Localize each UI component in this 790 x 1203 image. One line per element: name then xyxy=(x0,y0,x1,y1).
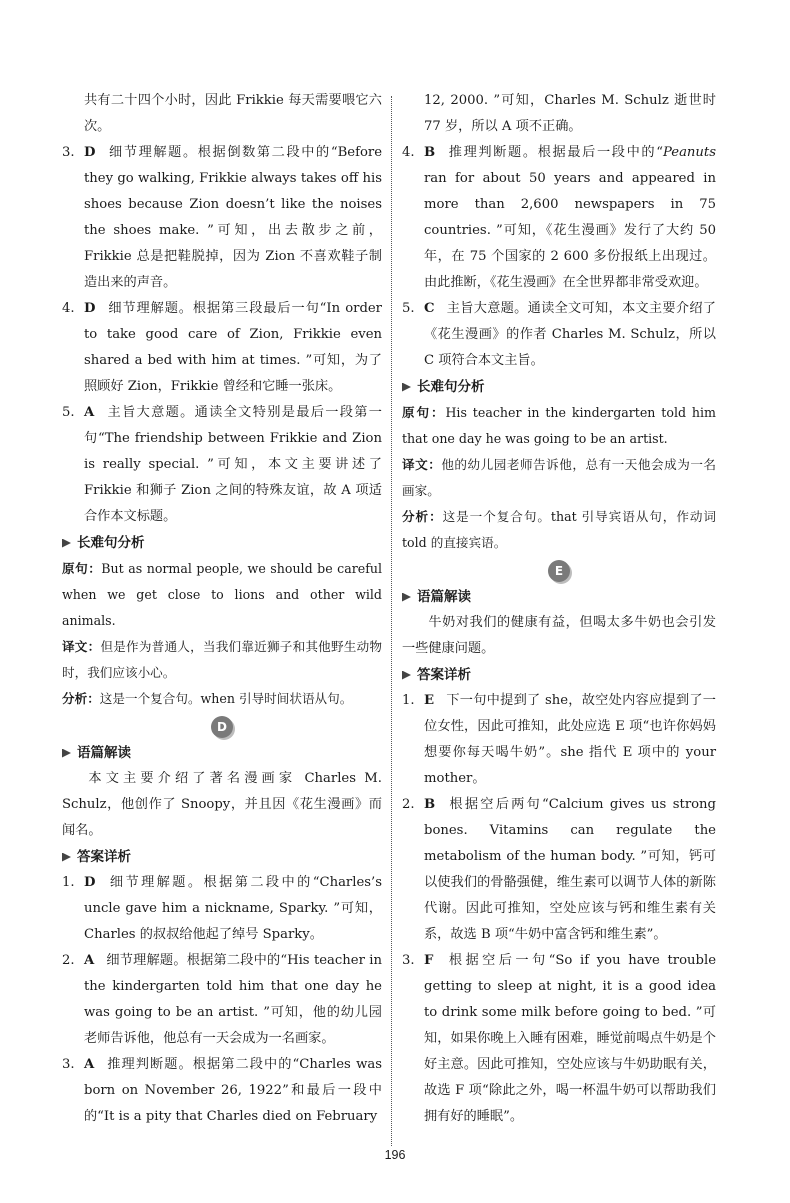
translation-label: 译文： xyxy=(62,639,101,654)
passage-badge xyxy=(62,716,382,738)
analysis-label: 分析： xyxy=(62,691,100,706)
triangle-bullet-icon xyxy=(402,593,411,602)
answer-letter: A xyxy=(84,1057,95,1072)
section-heading-label: 语篇解读 xyxy=(77,745,131,761)
answer-item xyxy=(62,400,382,530)
item-number: 3. xyxy=(402,953,415,968)
analysis-text: 这是一个复合句。that 引导宾语从句，作动词 told 的直接宾语。 xyxy=(402,509,716,550)
answer-explanation: 细节理解题。根据第二段中的“His teacher in the kindergarten told him that one day he was going to be an artist. ”可知，他的幼儿园老师告诉他，他总有一天会成为一名画家。 xyxy=(84,953,382,1046)
answer-explanation-prefix: 推理判断题。根据最后一段中的“ xyxy=(447,145,663,160)
triangle-bullet-icon xyxy=(402,383,411,392)
translation-text: 他的幼儿园老师告诉他，总有一天他会成为一名画家。 xyxy=(402,457,717,498)
section-heading xyxy=(402,662,716,688)
answer-explanation: 根据空后两句“Calcium gives us strong bones. Vitamins can regulate the metabolism of the human body. ”可知，钙可以使我们的骨骼强健，维生素可以调节人体的新陈代谢。因此可推知，空处应该与钙和维生素有关系，故选 B 项“牛奶中富含钙和维生素”。 xyxy=(424,797,716,942)
translation-label: 译文： xyxy=(402,457,442,472)
section-heading xyxy=(402,374,716,400)
section-heading-label: 长难句分析 xyxy=(77,535,145,551)
left-column xyxy=(62,88,382,1130)
answer-item xyxy=(402,792,716,948)
original-label: 原句： xyxy=(402,405,446,420)
passage-badge-letter: E xyxy=(548,560,570,582)
answer-explanation: 细节理解题。根据第三段最后一句“In order to take good care of Zion, Frikkie even shared a bed with him at times. ”可知，为了照顾好 Zion，Frikkie 曾经和它睡一张床。 xyxy=(84,301,382,394)
right-column xyxy=(402,88,716,1130)
answer-explanation: 细节理解题。根据倒数第二段中的“Before they go walking, Frikkie always takes off his shoes because Zion doesn’t like the noises the shoes make. ”可知，出去散步之前，Frikkie 总是把鞋脱掉，因为 Zion 不喜欢鞋子制造出来的声音。 xyxy=(84,145,382,290)
item-number: 4. xyxy=(62,301,75,316)
answer-letter: B xyxy=(424,797,436,812)
answer-item xyxy=(402,296,716,374)
translation xyxy=(402,452,716,504)
answer-explanation: 主旨大意题。通读全文特别是最后一段第一句“The friendship between Frikkie and Zion is really special. ”可知，本文主要讲述了 Frikkie 和狮子 Zion 之间的特殊友谊，故 A 项适合作本文标题。 xyxy=(84,405,382,524)
answer-letter: E xyxy=(424,693,435,708)
answer-explanation: 下一句中提到了 she，故空处内容应提到了一位女性，因此可推知，此处应选 E 项“也许你妈妈想要你每天喝牛奶”。she 指代 E 项中的 your mother。 xyxy=(424,693,716,786)
answer-item xyxy=(402,688,716,792)
original-sentence xyxy=(62,556,382,634)
analysis xyxy=(62,686,382,712)
section-heading-label: 答案详析 xyxy=(417,667,471,683)
answer-letter: A xyxy=(84,953,95,968)
answer-item xyxy=(402,140,716,296)
section-heading-label: 答案详析 xyxy=(77,849,131,865)
analysis-label: 分析： xyxy=(402,509,443,524)
answer-item xyxy=(62,870,382,948)
analysis-text: 这是一个复合句。when 引导时间状语从句。 xyxy=(99,691,353,706)
original-label: 原句： xyxy=(62,561,102,576)
answer-explanation: 根据空后一句“So if you have trouble getting to sleep at night, it is a good idea to drink some milk before going to bed. ”可知，如果你晚上入睡有困难，睡觉前喝点牛奶是个好主意。因此可推知，空处应该与牛奶助眠有关，故选 F 项“除此之外，喝一杯温牛奶可以帮助我们拥有好的睡眠”。 xyxy=(424,953,716,1124)
item-number: 2. xyxy=(402,797,415,812)
section-heading-label: 语篇解读 xyxy=(417,589,471,605)
answer-letter: C xyxy=(424,301,435,316)
item-number: 3. xyxy=(62,1057,75,1072)
item-number: 5. xyxy=(62,405,75,420)
triangle-bullet-icon xyxy=(62,749,71,758)
section-heading xyxy=(402,584,716,610)
answer-letter: D xyxy=(84,301,96,316)
item-number: 1. xyxy=(402,693,415,708)
passage-badge xyxy=(402,560,716,582)
peanuts-title: Peanuts xyxy=(662,145,716,160)
answer-explanation: 主旨大意题。通读全文可知，本文主要介绍了《花生漫画》的作者 Charles M. Schulz，所以 C 项符合本文主旨。 xyxy=(424,301,716,368)
continued-text: 12, 2000. ”可知，Charles M. Schulz 逝世时 77 岁，所以 A 项不正确。 xyxy=(424,93,716,134)
item-number: 5. xyxy=(402,301,415,316)
translation-text: 但是作为普通人，当我们靠近狮子和其他野生动物时，我们应该小心。 xyxy=(62,639,383,680)
triangle-bullet-icon xyxy=(62,539,71,548)
original-text: But as normal people, we should be careful when we get close to lions and other wild animals. xyxy=(62,561,382,628)
answer-letter: A xyxy=(84,405,95,420)
answer-item xyxy=(402,948,716,1130)
answer-item xyxy=(62,948,382,1052)
item-number: 4. xyxy=(402,145,415,160)
triangle-bullet-icon xyxy=(62,853,71,862)
answer-explanation: ran for about 50 years and appeared in more than 2,600 newspapers in 75 countries. ”可知，《花生漫画》发行了大约 50 年，在 75 个国家的 2 600 多份报纸上出现过。由此推断，《花生漫画》在全世界都非常受欢迎。 xyxy=(424,171,716,290)
passage-badge-letter: D xyxy=(211,716,233,738)
original-text: His teacher in the kindergarten told him that one day he was going to be an artist. xyxy=(402,405,716,446)
item-number: 2. xyxy=(62,953,75,968)
triangle-bullet-icon xyxy=(402,671,411,680)
page-number: 196 xyxy=(384,1148,406,1162)
answer-explanation: 推理判断题。根据第二段中的“Charles was born on November 26, 1922”和最后一段中的“It is a pity that Charles died on February xyxy=(84,1057,382,1124)
answer-item xyxy=(62,140,382,296)
section-heading xyxy=(62,530,382,556)
section-heading-label: 长难句分析 xyxy=(417,379,485,395)
item-number: 3. xyxy=(62,145,75,160)
translation xyxy=(62,634,382,686)
answer-item xyxy=(62,296,382,400)
answer-letter: D xyxy=(84,145,96,160)
item-number: 1. xyxy=(62,875,75,890)
reading-summary: 牛奶对我们的健康有益，但喝太多牛奶也会引发一些健康问题。 xyxy=(402,615,716,656)
answer-explanation: 细节理解题。根据第二段中的“Charles’s uncle gave him a nickname, Sparky. ”可知，Charles 的叔叔给他起了绰号 Sparky。 xyxy=(84,875,382,942)
column-divider xyxy=(391,96,392,1146)
answer-letter: F xyxy=(424,953,434,968)
intro-text: 共有二十四个小时，因此 Frikkie 每天需要喂它六次。 xyxy=(84,93,382,134)
answer-letter: B xyxy=(424,145,436,160)
analysis xyxy=(402,504,716,556)
answer-item xyxy=(62,1052,382,1130)
section-heading xyxy=(62,740,382,766)
reading-summary: 本文主要介绍了著名漫画家 Charles M. Schulz，他创作了 Snoopy，并且因《花生漫画》而闻名。 xyxy=(62,771,382,838)
section-heading xyxy=(62,844,382,870)
answer-letter: D xyxy=(84,875,96,890)
original-sentence xyxy=(402,400,716,452)
